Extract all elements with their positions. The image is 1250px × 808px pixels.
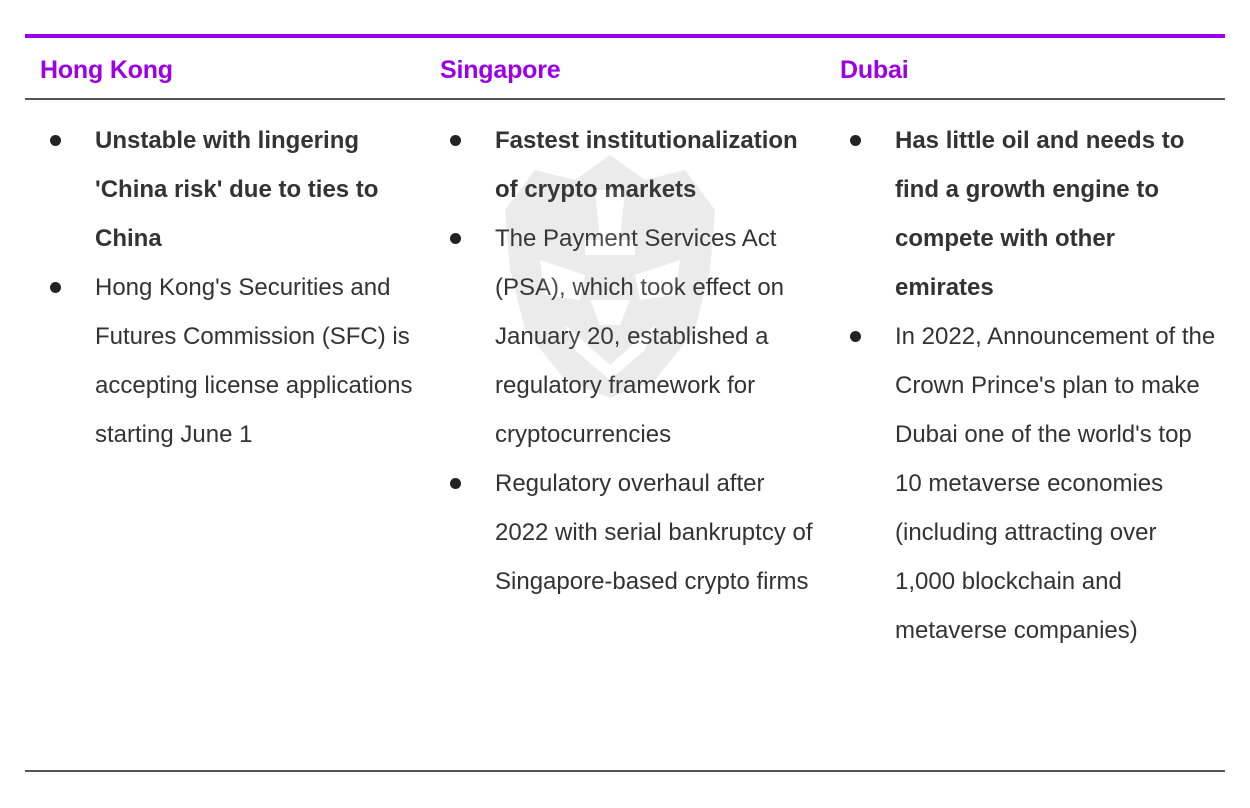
column-body-dubai xyxy=(825,100,1225,770)
list-item xyxy=(25,116,425,263)
column-header-singapore: Singapore xyxy=(440,56,561,84)
bullet-icon xyxy=(50,282,61,293)
bullet-icon xyxy=(850,331,861,342)
list-item xyxy=(425,214,825,459)
column-header-hong-kong: Hong Kong xyxy=(40,56,173,84)
list-item-text: Has little oil and needs to find a growth engine to compete with other emirates xyxy=(895,127,1185,301)
list-item xyxy=(25,263,425,459)
list-item-text: Regulatory overhaul after 2022 with serial bankruptcy of Singapore-based crypto firms xyxy=(495,470,813,595)
bullet-icon xyxy=(50,135,61,146)
list-item xyxy=(425,116,825,214)
column-body-hong-kong xyxy=(25,100,425,770)
bullet-list-singapore xyxy=(425,116,825,606)
bullet-icon xyxy=(450,233,461,244)
bullet-list-dubai xyxy=(825,116,1225,655)
list-item-text: Hong Kong's Securities and Futures Commission (SFC) is accepting license applications starting June 1 xyxy=(95,274,413,448)
list-item-text: In 2022, Announcement of the Crown Prince's plan to make Dubai one of the world's top 10 metaverse economies (including attracting over 1,000 blockchain and metaverse companies) xyxy=(895,323,1216,644)
list-item-text: The Payment Services Act (PSA), which took effect on January 20, established a regulatory framework for cryptocurrencies xyxy=(495,225,785,448)
bullet-icon xyxy=(450,478,461,489)
bullet-list-hong-kong xyxy=(25,116,425,459)
list-item-text: Unstable with lingering 'China risk' due to ties to China xyxy=(95,127,379,252)
list-item xyxy=(825,312,1225,655)
comparison-table xyxy=(25,34,1225,772)
table-header-row xyxy=(25,38,1225,100)
column-header-dubai: Dubai xyxy=(840,56,909,84)
bullet-icon xyxy=(450,135,461,146)
list-item xyxy=(825,116,1225,312)
column-body-singapore xyxy=(425,100,825,770)
list-item xyxy=(425,459,825,606)
list-item-text: Fastest institutionalization of crypto markets xyxy=(495,127,798,203)
bullet-icon xyxy=(850,135,861,146)
table-body-row xyxy=(25,100,1225,772)
